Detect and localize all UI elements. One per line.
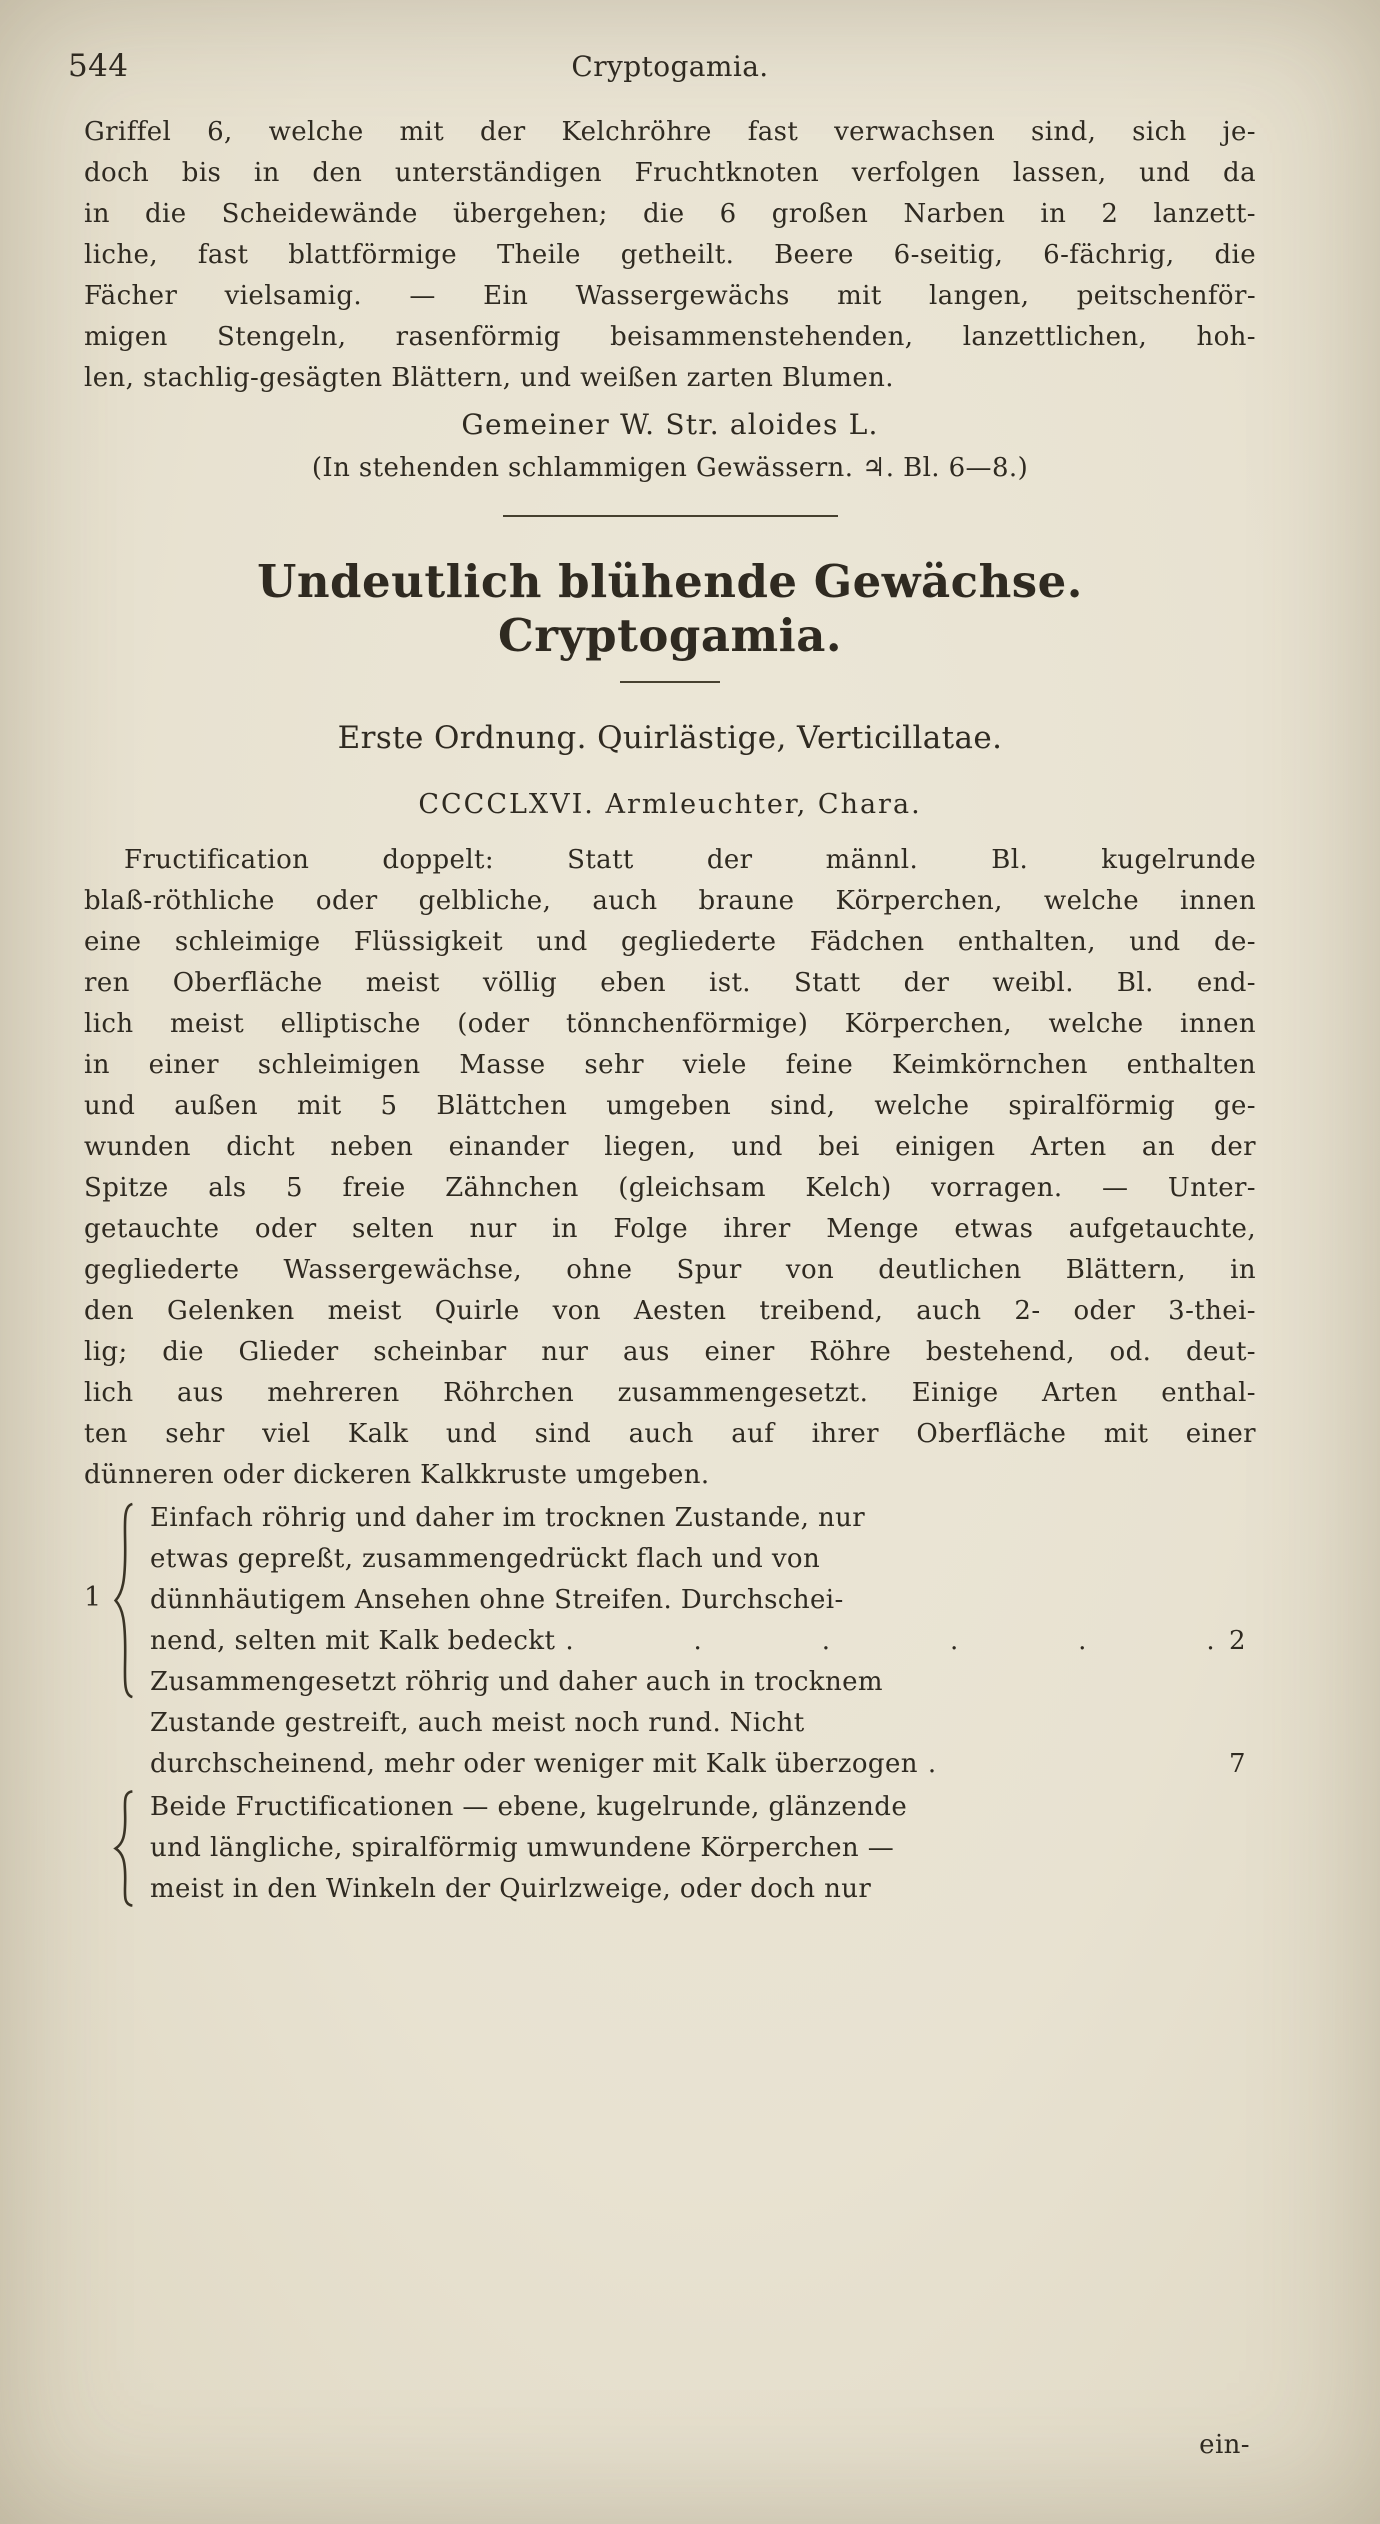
key-lines — [150, 1787, 1256, 1910]
main-section-heading: Undeutlich blühende Gewächse. Cryptogamia. — [257, 555, 1083, 662]
key-line — [150, 1703, 1256, 1744]
key-line-text: nend, selten mit Kalk bedeckt — [150, 1626, 556, 1656]
key-line-text: etwas gepreßt, zusammengedrückt flach und von — [150, 1544, 821, 1574]
key-goto-number — [1246, 1498, 1256, 1539]
key-line-text: Beide Fructificationen — ebene, kugelrunde, glänzende — [150, 1792, 908, 1822]
key-gutter — [84, 1498, 150, 1785]
dot-leader — [875, 1498, 1232, 1539]
text-line: und außen mit 5 Blättchen umgeben sind, welche spiralförmig ge- — [84, 1091, 1256, 1121]
key-line — [150, 1744, 1256, 1785]
key-line-text: Zustande gestreift, auch meist noch rund. Nicht — [150, 1708, 805, 1738]
key-couplet-1 — [84, 1498, 1256, 1785]
key-goto-number: 2 — [1229, 1626, 1246, 1656]
genus-description-paragraph — [84, 840, 1256, 1496]
key-goto-number — [1246, 1703, 1256, 1744]
key-line-text: Einfach röhrig und daher im trocknen Zustande, nur — [150, 1503, 866, 1533]
text-line: liche, fast blattförmige Theile getheilt. Beere 6-seitig, 6-fächrig, die — [84, 240, 1256, 270]
key-line — [150, 1869, 1256, 1910]
key-line-text: Zusammengesetzt röhrig und daher auch in trocknem — [150, 1667, 883, 1697]
key-gutter — [84, 1787, 150, 1910]
species-name: Gemeiner W. Str. aloides L. — [461, 408, 879, 441]
key-line-text: dünnhäutigem Ansehen ohne Streifen. Durchschei- — [150, 1585, 844, 1615]
text-line: den Gelenken meist Quirle von Aesten treibend, auch 2- oder 3-thei- — [84, 1296, 1256, 1326]
text-line: ten sehr viel Kalk und sind auch auf ihrer Oberfläche mit einer — [84, 1419, 1256, 1449]
text-line: blaß-röthliche oder gelbliche, auch braune Körperchen, welche innen — [84, 886, 1256, 916]
key-couplet-number: 1 — [84, 1582, 102, 1613]
page-header — [68, 48, 1256, 94]
dot-leader: . . . . . . — [565, 1626, 1216, 1656]
key-line — [150, 1498, 1256, 1539]
catchword: ein- — [1199, 2430, 1250, 2460]
text-line: Spitze als 5 freie Zähnchen (gleichsam Kelch) vorragen. — Unter- — [84, 1173, 1256, 1203]
key-line — [150, 1539, 1256, 1580]
species-habitat: (In stehenden schlammigen Gewässern. ♃. Bl. 6—8.) — [311, 453, 1029, 483]
text-line: Griffel 6, welche mit der Kelchröhre fast verwachsen sind, sich je- — [84, 117, 1256, 147]
key-lines — [150, 1498, 1256, 1785]
key-line — [150, 1662, 1256, 1703]
text-line: eine schleimige Flüssigkeit und gegliederte Fädchen enthalten, und de- — [84, 927, 1256, 957]
text-line: dünneren oder dickeren Kalkkruste umgeben. — [84, 1460, 710, 1490]
dot-leader — [893, 1662, 1232, 1703]
order-heading: Erste Ordnung. Quirlästige, Verticillatae. — [337, 720, 1003, 756]
text-line: wunden dicht neben einander liegen, und bei einigen Arten an der — [84, 1132, 1256, 1162]
key-line-text: meist in den Winkeln der Quirlzweige, oder doch nur — [150, 1874, 872, 1904]
key-goto-number — [1246, 1580, 1256, 1621]
page-number: 544 — [68, 48, 129, 84]
key-line-text: und längliche, spiralförmig umwundene Körperchen — — [150, 1833, 895, 1863]
section-divider — [503, 515, 838, 517]
running-header: Cryptogamia. — [571, 50, 769, 83]
text-line: Fächer vielsamig. — Ein Wassergewächs mit langen, peitschenför- — [84, 281, 1256, 311]
key-couplet-2 — [84, 1787, 1256, 1910]
text-line: ren Oberfläche meist völlig eben ist. Statt der weibl. Bl. end- — [84, 968, 1256, 998]
curly-brace-icon — [112, 1789, 136, 1908]
key-line — [150, 1621, 1256, 1662]
key-line — [150, 1787, 1256, 1828]
text-line: Fructification doppelt: Statt der männl. Bl. kugelrunde — [124, 845, 1256, 875]
text-line: lig; die Glieder scheinbar nur aus einer Röhre bestehend, od. deut- — [84, 1337, 1256, 1367]
key-goto-number — [1246, 1539, 1256, 1580]
text-line: in die Scheidewände übergehen; die 6 großen Narben in 2 lanzett- — [84, 199, 1256, 229]
text-line: gegliederte Wassergewächse, ohne Spur von deutlichen Blättern, in — [84, 1255, 1256, 1285]
key-line — [150, 1828, 1256, 1869]
dot-leader: . — [927, 1749, 937, 1779]
text-line: in einer schleimigen Masse sehr viele feine Keimkörnchen enthalten — [84, 1050, 1256, 1080]
genus-heading: CCCCLXVI. Armleuchter, Chara. — [418, 789, 922, 820]
text-line: getauchte oder selten nur in Folge ihrer Menge etwas aufgetauchte, — [84, 1214, 1256, 1244]
dot-leader — [830, 1539, 1232, 1580]
key-line-text: durchscheinend, mehr oder weniger mit Kalk überzogen — [150, 1749, 918, 1779]
text-line: lich meist elliptische (oder tönnchenförmige) Körperchen, welche innen — [84, 1009, 1256, 1039]
key-line — [150, 1580, 1256, 1621]
dot-leader — [815, 1703, 1232, 1744]
text-line: doch bis in den unterständigen Fruchtknoten verfolgen lassen, und da — [84, 158, 1256, 188]
intro-paragraph — [84, 112, 1256, 399]
text-line: len, stachlig-gesägten Blättern, und weißen zarten Blumen. — [84, 363, 894, 393]
key-goto-number: 7 — [1229, 1749, 1246, 1779]
heading-divider — [620, 681, 720, 683]
text-line: lich aus mehreren Röhrchen zusammengesetzt. Einige Arten enthal- — [84, 1378, 1256, 1408]
dot-leader — [854, 1580, 1232, 1621]
key-goto-number — [1246, 1662, 1256, 1703]
curly-brace-icon — [112, 1500, 136, 1701]
text-line: migen Stengeln, rasenförmig beisammenstehenden, lanzettlichen, hoh- — [84, 322, 1256, 352]
